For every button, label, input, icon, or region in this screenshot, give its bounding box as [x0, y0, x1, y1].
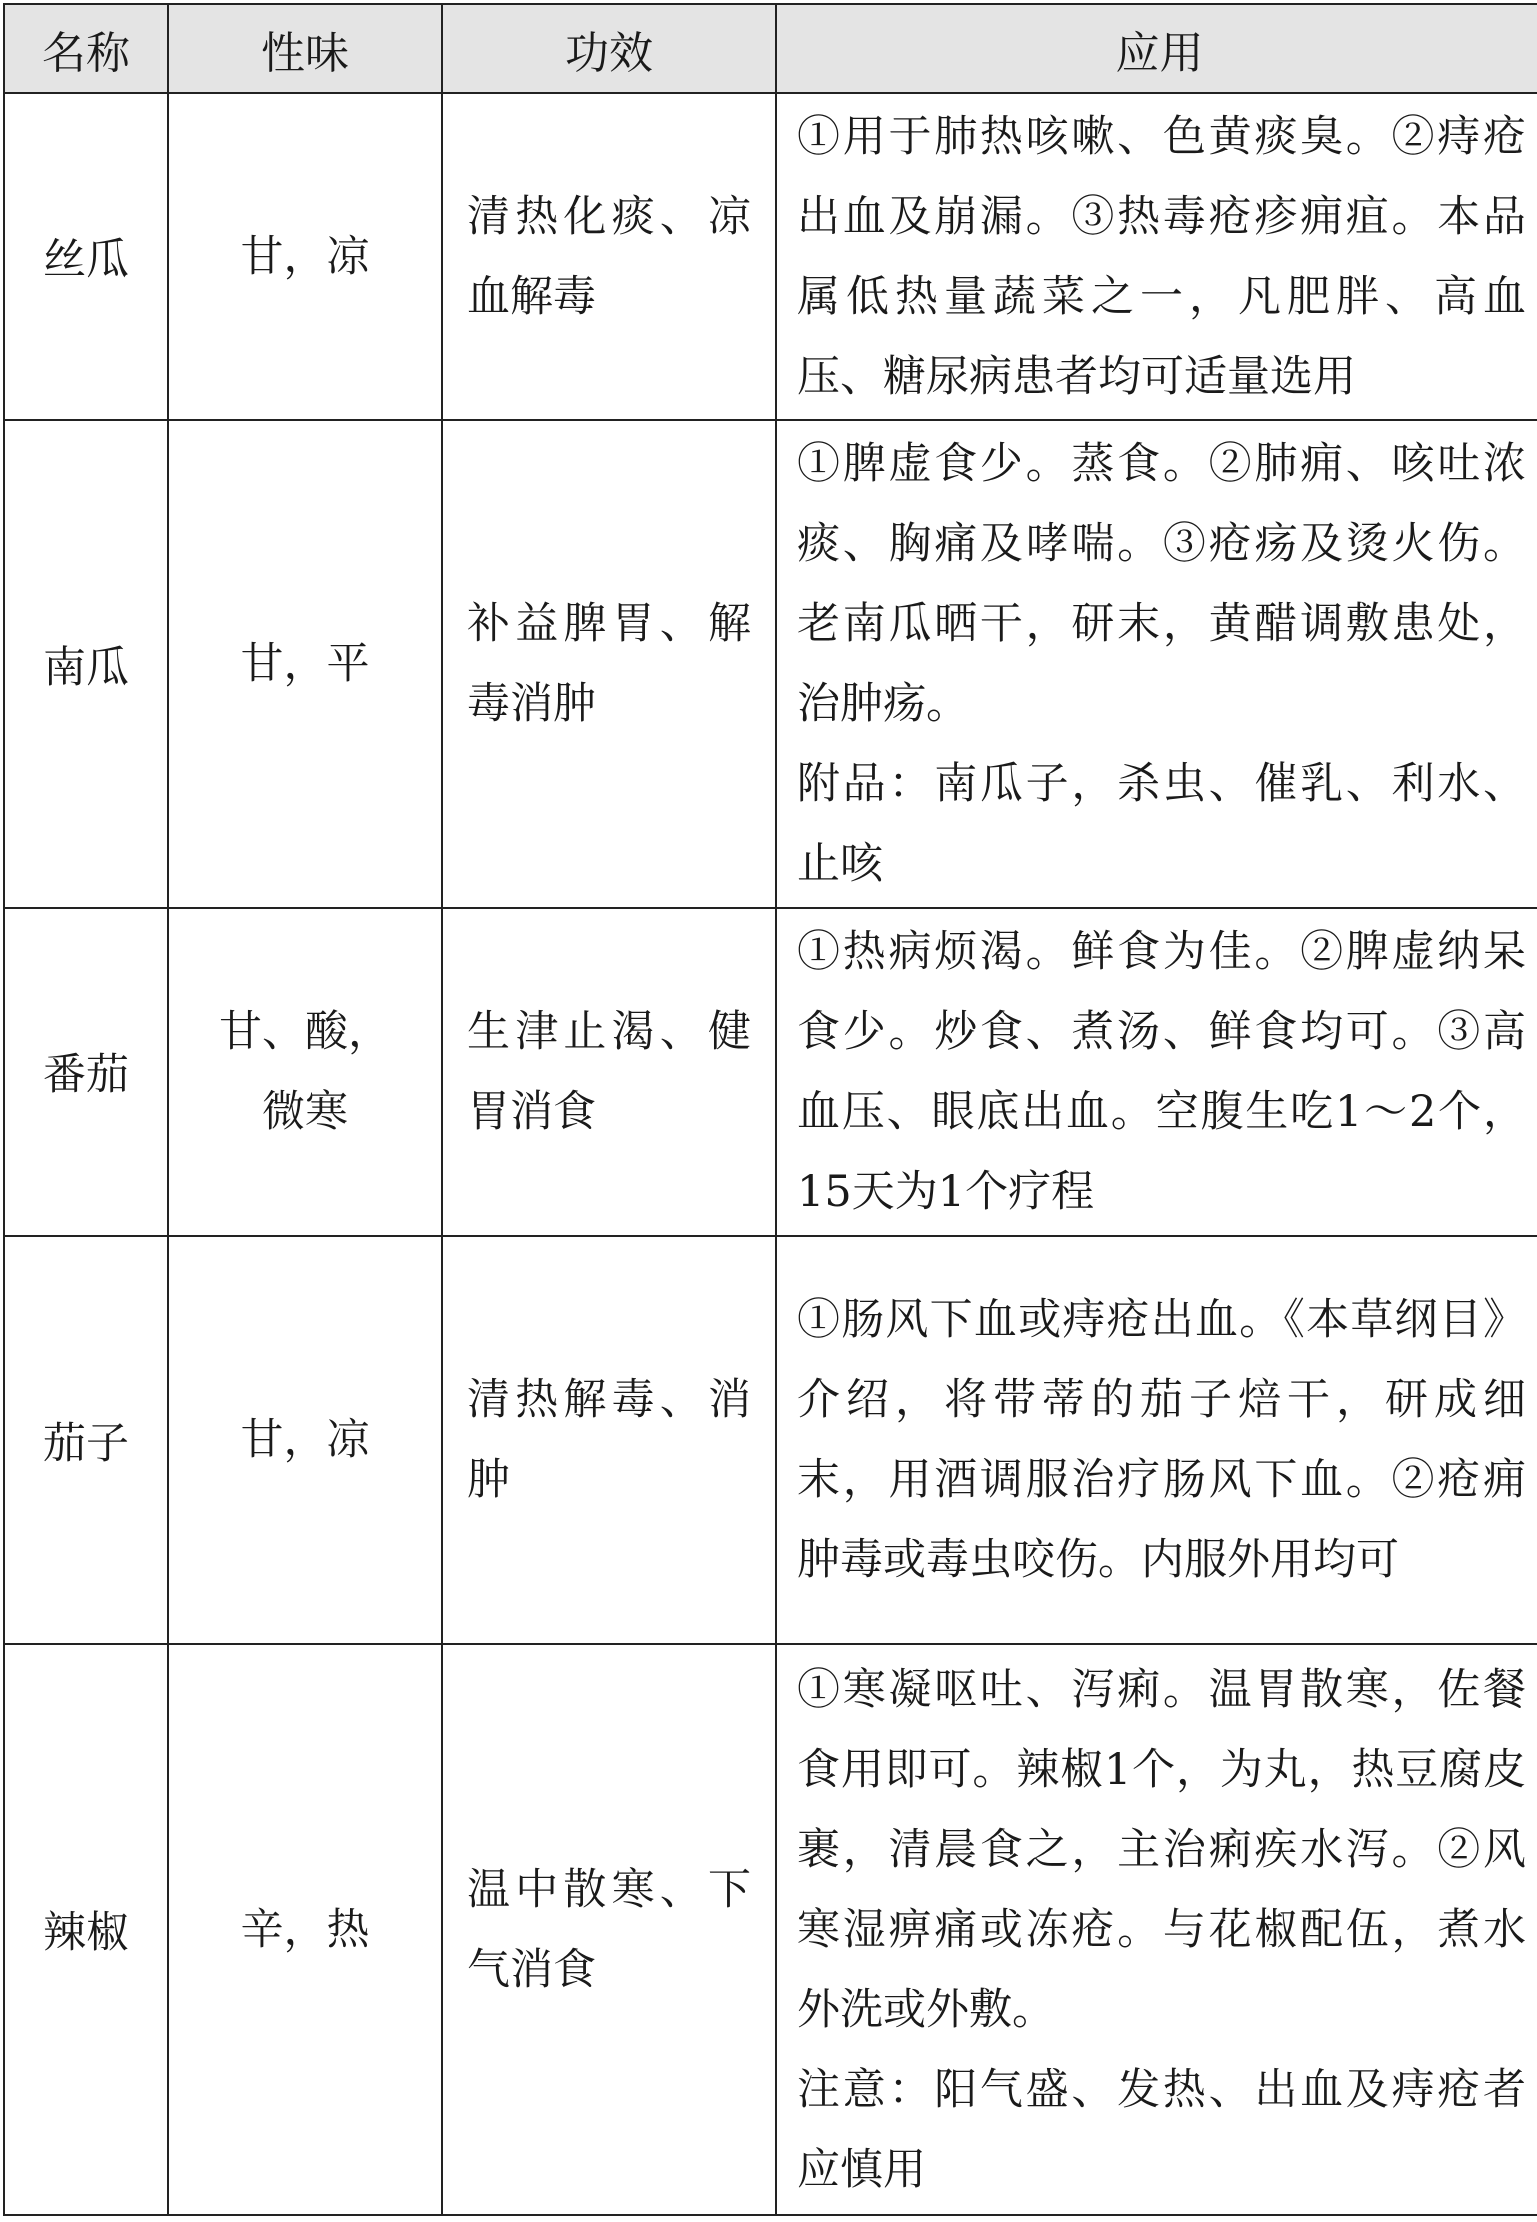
taste-text: 甘，平 [240, 639, 370, 690]
table-row [4, 420, 1537, 907]
usage-note: 附品：南瓜子，杀虫、催乳、利水、止咳 [797, 759, 1526, 890]
cell-taste [168, 908, 442, 1236]
cell-effect: 清热解毒、消肿 [442, 1236, 776, 1644]
cell-usage [776, 1236, 1537, 1644]
table-row [4, 1236, 1537, 1644]
cell-usage [776, 908, 1537, 1236]
header-taste: 性味 [168, 4, 442, 93]
vegetable-medicinal-table [3, 3, 1537, 2216]
cell-taste [168, 93, 442, 420]
header-effect: 功效 [442, 4, 776, 93]
cell-effect: 温中散寒、下气消食 [442, 1644, 776, 2215]
taste-text: 甘，凉 [240, 1415, 370, 1466]
usage-paragraph: ①热病烦渴。鲜食为佳。②脾虚纳呆食少。炒食、煮汤、鲜食均可。③高血压、眼底出血。空腹生吃1～2个，15天为1个疗程 [797, 926, 1526, 1217]
table-row [4, 93, 1537, 420]
cell-effect: 补益脾胃、解毒消肿 [442, 420, 776, 907]
usage-paragraph: ①用于肺热咳嗽、色黄痰臭。②痔疮出血及崩漏。③热毒疮疹痈疽。本品属低热量蔬菜之一，凡肥胖、高血压、糖尿病患者均可适量选用 [797, 111, 1526, 402]
cell-usage [776, 420, 1537, 907]
taste-text: 甘、酸， 微寒 [219, 1006, 391, 1137]
cell-usage [776, 93, 1537, 420]
header-usage: 应用 [776, 4, 1537, 93]
usage-note: 注意：阳气盛、发热、出血及痔疮者应慎用 [797, 2064, 1526, 2195]
table-row [4, 1644, 1537, 2215]
cell-usage [776, 1644, 1537, 2215]
header-name: 名称 [4, 4, 168, 93]
cell-effect: 清热化痰、凉血解毒 [442, 93, 776, 420]
cell-name: 茄子 [4, 1236, 168, 1644]
table-row [4, 908, 1537, 1236]
cell-taste [168, 420, 442, 907]
cell-taste [168, 1236, 442, 1644]
cell-name: 南瓜 [4, 420, 168, 907]
table-header-row [4, 4, 1537, 93]
cell-name: 番茄 [4, 908, 168, 1236]
usage-paragraph: ①脾虚食少。蒸食。②肺痈、咳吐浓痰、胸痛及哮喘。③疮疡及烫火伤。老南瓜晒干，研末，黄醋调敷患处，治肿疡。 [797, 439, 1526, 730]
usage-paragraph: ①寒凝呕吐、泻痢。温胃散寒，佐餐食用即可。辣椒1个，为丸，热豆腐皮裹，清晨食之，主治痢疾水泻。②风寒湿痹痛或冻疮。与花椒配伍，煮水外洗或外敷。 [797, 1664, 1526, 2035]
taste-text: 甘，凉 [240, 231, 370, 282]
cell-effect: 生津止渴、健胃消食 [442, 908, 776, 1236]
taste-text: 辛，热 [240, 1904, 370, 1955]
usage-paragraph: ①肠风下血或痔疮出血。《本草纲目》介绍，将带蒂的茄子焙干，研成细末，用酒调服治疗肠风下血。②疮痈肿毒或毒虫咬伤。内服外用均可 [797, 1295, 1526, 1586]
cell-name: 丝瓜 [4, 93, 168, 420]
cell-taste [168, 1644, 442, 2215]
cell-name: 辣椒 [4, 1644, 168, 2215]
